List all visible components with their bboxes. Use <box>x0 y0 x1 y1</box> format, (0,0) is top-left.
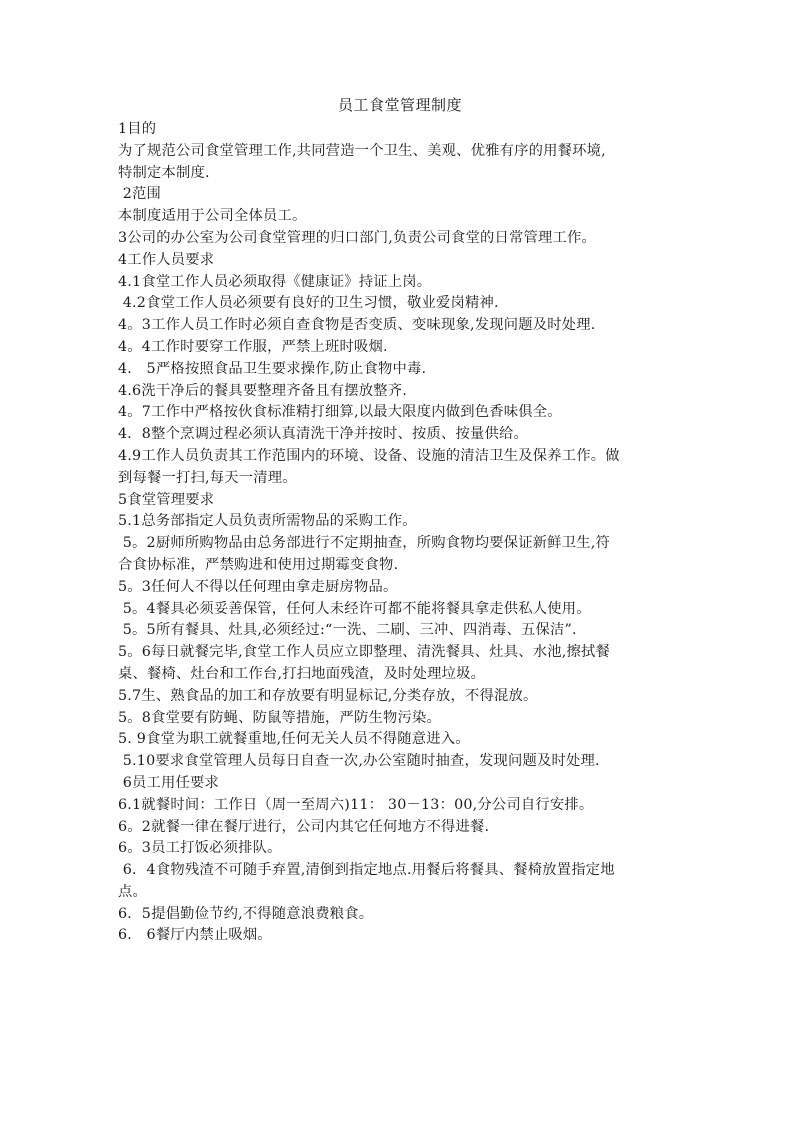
text-line: 特制定本制度. <box>118 164 210 181</box>
text-line: 5食堂管理要求 <box>118 491 215 508</box>
text-line: 本制度适用于公司全体员工。 <box>118 208 307 225</box>
text-line: 5.1总务部指定人员负责所需物品的采购工作。 <box>118 513 417 530</box>
text-line: 点。 <box>118 883 147 900</box>
text-line: 4。3工作人员工作时必须自查食物是否变质、变味现象,发现问题及时处理. <box>118 317 596 334</box>
text-line: 4.9工作人员负责其工作范围内的环境、设备、设施的清洁卫生及保养工作。做 <box>118 447 620 464</box>
text-line: 4。7工作中严格按伙食标准精打细算,以最大限度内做到色香味俱全。 <box>118 404 562 421</box>
text-line: 2范围 <box>118 186 162 203</box>
text-line: 合食协标准，严禁购进和使用过期霉变食物. <box>118 556 399 573</box>
text-line: 3公司的办公室为公司食堂管理的归口部门,负责公司食堂的日常管理工作。 <box>118 229 596 246</box>
text-line: 6． 6餐厅内禁止吸烟。 <box>118 927 272 944</box>
text-line: 4.6洗干净后的餐具要整理齐备且有摆放整齐. <box>118 382 408 399</box>
text-line: 5.10要求食堂管理人员每日自查一次,办公室随时抽查，发现问题及时处理. <box>118 753 600 770</box>
text-line: 6．4食物残渣不可随手弃置,清倒到指定地点.用餐后将餐具、餐椅放置指定地 <box>118 862 615 879</box>
text-line: 4工作人员要求 <box>118 251 215 268</box>
document-body <box>118 119 698 947</box>
text-line: 6.1就餐时间：工作日（周一至周六)11： 30－13：00,分公司自行安排。 <box>118 796 594 813</box>
text-line: 4。4工作时要穿工作服，严禁上班时吸烟. <box>118 338 388 355</box>
text-line: 4．8整个烹调过程必须认真清洗干净并按时、按质、按量供给。 <box>118 426 529 443</box>
text-line: 4.1食堂工作人员必须取得《健康证》持证上岗。 <box>118 273 432 290</box>
text-line: 5。6每日就餐完毕,食堂工作人员应立即整理、清洗餐具、灶具、水池,擦拭餐 <box>118 644 610 661</box>
text-line: 6。2就餐一律在餐厅进行，公司内其它任何地方不得进餐. <box>118 818 490 835</box>
text-line: 6员工用任要求 <box>118 774 220 791</box>
text-line: 6．5提倡勤俭节约,不得随意浪费粮食。 <box>118 905 374 922</box>
text-line: 4． 5严格按照食品卫生要求操作,防止食物中毒. <box>118 360 427 377</box>
text-line: 5.7生、熟食品的加工和存放要有明显标记,分类存放，不得混放。 <box>118 687 538 704</box>
text-line: 1目的 <box>118 121 157 137</box>
text-line: 5。2厨师所购物品由总务部进行不定期抽查，所购食物均要保证新鲜卫生,符 <box>118 535 610 552</box>
text-line: 5。3任何人不得以任何理由拿走厨房物品。 <box>118 578 398 595</box>
text-line: 4.2食堂工作人员必须要有良好的卫生习惯，敬业爱岗精神. <box>118 295 499 312</box>
document-title: 员工食堂管理制度 <box>337 96 462 114</box>
text-line: 6。3员工打饭必须排队。 <box>118 840 282 857</box>
text-line: 桌、餐椅、灶台和工作台,打扫地面残渣，及时处理垃圾。 <box>118 665 486 682</box>
text-line: 5. 9食堂为职工就餐重地,任何无关人员不得随意进入。 <box>118 731 470 748</box>
text-line: 5。8食堂要有防蝇、防鼠等措施，严防生物污染。 <box>118 709 442 726</box>
text-line: 5。5所有餐具、灶具,必须经过:“一洗、二刷、三冲、四消毒、五保洁”. <box>118 622 577 639</box>
text-line: 到每餐一打扫,每天一清理。 <box>118 469 297 486</box>
text-line: 为了规范公司食堂管理工作,共同营造一个卫生、美观、优雅有序的用餐环境, <box>118 142 606 159</box>
text-line: 5。4餐具必须妥善保管，任何人未经许可都不能将餐具拿走供私人使用。 <box>118 600 591 617</box>
